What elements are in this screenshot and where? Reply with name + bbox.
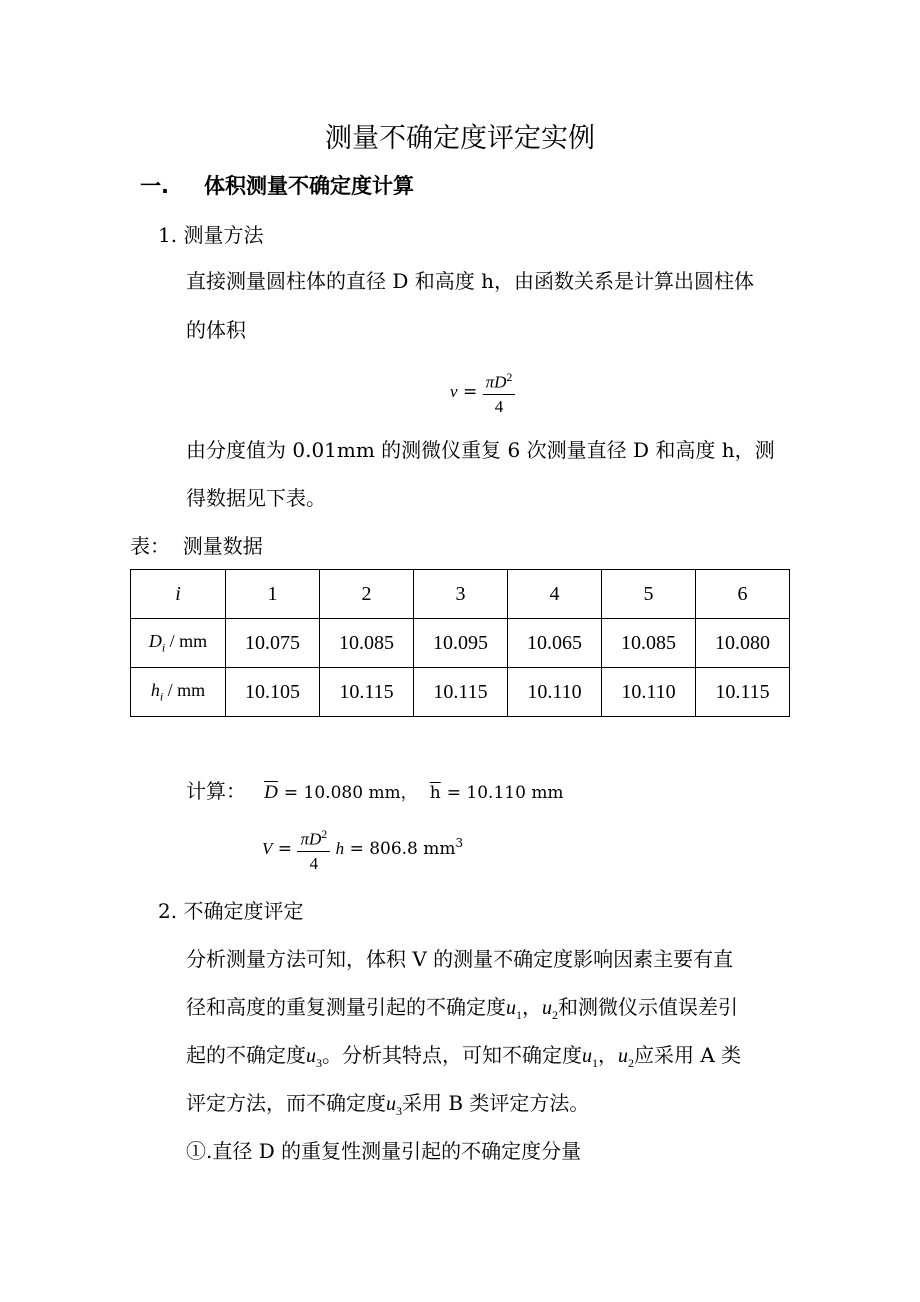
formula-denominator: 4 [494, 396, 504, 416]
item-title: 测量方法 [183, 223, 264, 247]
table-cell: 10.110 [602, 668, 696, 717]
table-header-cell: 1 [226, 570, 320, 619]
volume-value: = 806.8 mm [349, 838, 456, 859]
volume-result-formula [262, 823, 463, 876]
u1-symbol: $u_1$ [506, 997, 522, 1022]
table-row-label: $h_i$ / mm [131, 668, 226, 717]
paragraph-line: 径和高度的重复测量引起的不确定度$u_1$，$u_2$和测微仪示值误差引 [186, 995, 738, 1022]
measurement-table [130, 569, 790, 717]
table-cell: 10.075 [226, 619, 320, 668]
table-header-cell: 6 [696, 570, 790, 619]
paragraph-line: 得数据见下表。 [186, 486, 326, 510]
calc-line-means [186, 777, 564, 807]
table-header-cell: 5 [602, 570, 696, 619]
item-number: 1. [158, 223, 178, 247]
subitem-heading: ①.直径 D 的重复性测量引起的不确定度分量 [186, 1139, 582, 1163]
formula-denominator: 4 [309, 853, 319, 873]
table-row-label: $D_i$ / mm [131, 619, 226, 668]
formula-exponent: 2 [321, 827, 328, 841]
section-number: 一. [140, 174, 169, 198]
calc-label: 计算： [186, 779, 246, 803]
formula-numerator: πD [485, 372, 507, 392]
table-row [131, 668, 790, 717]
u2-symbol: $u_2$ [542, 997, 558, 1022]
table-caption-title: 测量数据 [182, 534, 263, 558]
paragraph-line: 由分度值为 0.01mm 的测微仪重复 6 次测量直径 D 和高度 h，测 [186, 438, 775, 462]
table-cell: 10.110 [508, 668, 602, 717]
table-header-cell: 4 [508, 570, 602, 619]
mean-height-value: = 10.110 mm [446, 783, 564, 803]
table-header-cell: 3 [414, 570, 508, 619]
table-cell: 10.105 [226, 668, 320, 717]
formula-numerator: πD [300, 829, 322, 849]
volume-symbol: V [262, 838, 273, 858]
u2-symbol: $u_2$ [618, 1045, 634, 1070]
table-caption-prefix: 表： [130, 534, 170, 558]
formula-fraction [297, 823, 330, 876]
paragraph-line: 起的不确定度$u_3$。分析其特点，可知不确定度$u_1$，$u_2$应采用 A 类 [186, 1043, 742, 1070]
item-heading-2 [158, 897, 303, 925]
table-header-cell: i [131, 570, 226, 619]
paragraph-line: 直接测量圆柱体的直径 D 和高度 h，由函数关系是计算出圆柱体 [186, 269, 754, 293]
paragraph-line: 评定方法，而不确定度$u_3$采用 B 类评定方法。 [186, 1091, 590, 1118]
formula-exponent: 2 [506, 370, 513, 384]
table-cell: 10.085 [320, 619, 414, 668]
formula-fraction [483, 366, 516, 419]
mean-diameter-value: = 10.080 mm， [283, 783, 418, 803]
u1-symbol: $u_1$ [582, 1045, 598, 1070]
table-cell: 10.080 [696, 619, 790, 668]
formula-equals: = [462, 381, 478, 402]
mean-diameter-symbol: $\overline{D}$ [264, 782, 278, 803]
u3-symbol: $u_3$ [306, 1045, 322, 1070]
table-header-row [131, 570, 790, 619]
height-symbol: h [335, 838, 345, 858]
item-number: 2. [158, 899, 178, 923]
table-cell: 10.085 [602, 619, 696, 668]
section-title: 体积测量不确定度计算 [204, 174, 414, 198]
table-caption [130, 532, 263, 560]
paragraph-line: 的体积 [186, 318, 246, 342]
table-header-cell: 2 [320, 570, 414, 619]
item-title: 不确定度评定 [183, 899, 304, 923]
table-cell: 10.115 [320, 668, 414, 717]
u3-symbol: $u_3$ [386, 1093, 402, 1118]
formula-equals: = [277, 838, 293, 859]
formula-lhs: v [450, 381, 458, 401]
item-heading-1 [158, 221, 263, 249]
page-title: 测量不确定度评定实例 [325, 123, 595, 154]
volume-formula [450, 366, 515, 419]
table-cell: 10.095 [414, 619, 508, 668]
volume-unit-exponent: 3 [455, 836, 464, 851]
paragraph-line: 分析测量方法可知，体积 V 的测量不确定度影响因素主要有直 [186, 947, 734, 971]
table-row [131, 619, 790, 668]
mean-height-symbol: $\overline{h}$ [429, 783, 441, 803]
table-cell: 10.065 [508, 619, 602, 668]
table-cell: 10.115 [414, 668, 508, 717]
section-heading [140, 170, 414, 200]
table-cell: 10.115 [696, 668, 790, 717]
